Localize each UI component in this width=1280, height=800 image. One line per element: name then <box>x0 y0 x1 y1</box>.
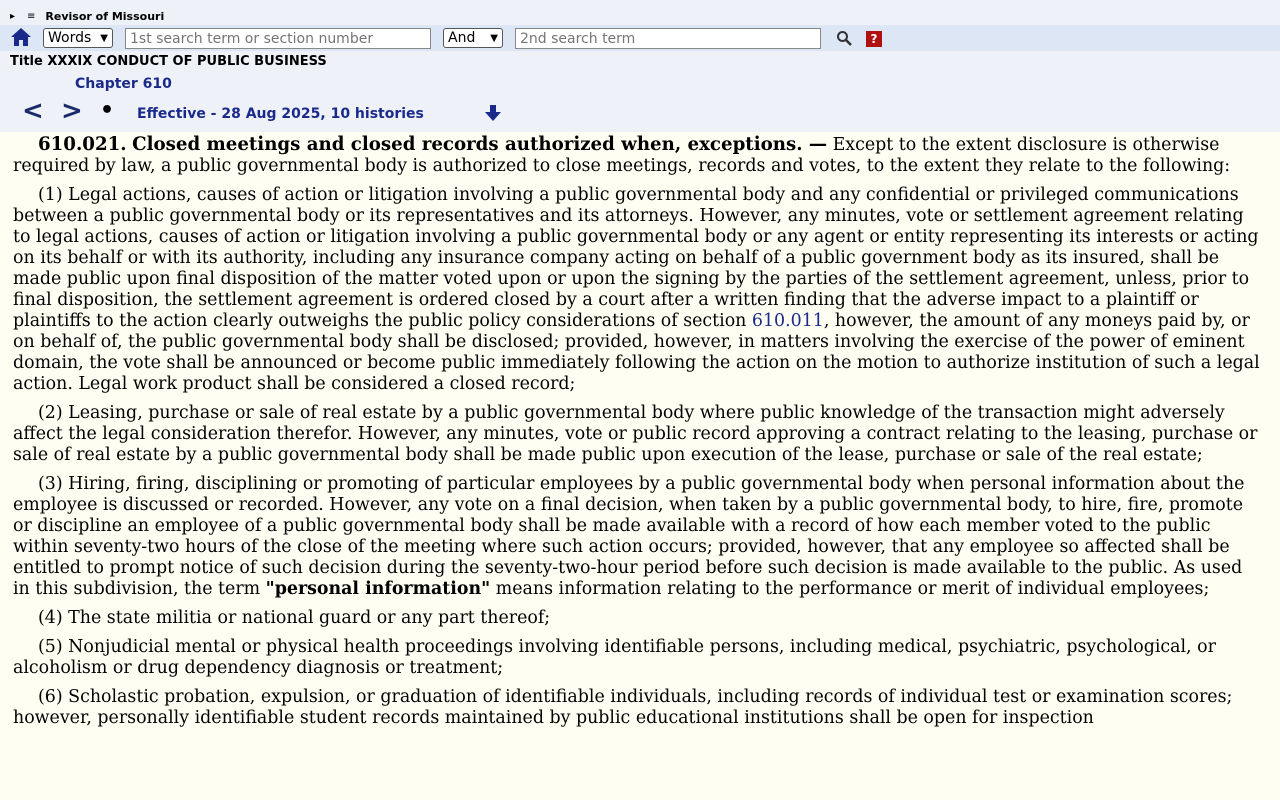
section-nav <box>0 96 600 128</box>
search-term-1-input[interactable] <box>125 28 431 49</box>
search-operator-select[interactable] <box>443 28 503 48</box>
subdivision-1-text-cont: , however, the amount of any moneys paid by, or on behalf of, the public governmental body shall be disclosed; provided, however, in matters involving the exercise of the power of eminent domain, the vote shall be announced or become public immediately following the action on the motion to authorize institution of such a legal action. Legal work product shall be considered a closed record; <box>13 311 1260 394</box>
subdivision-2: (2) Leasing, purchase or sale of real estate by a public governmental body where public knowledge of the transaction might adversely affect the legal consideration therefor. However, any minutes, vote or public record approving a contract relating to the leasing, purchase or sale of real estate by a public governmental body shall be made public upon execution of the lease, purchase or sale of the real estate; <box>13 403 1258 465</box>
subdivision-5: (5) Nonjudicial mental or physical health proceedings involving identifiable persons, including medical, psychiatric, psychological, or alcoholism or drug dependency diagnosis or treatment; <box>13 637 1216 678</box>
section-dot-icon: • <box>100 98 115 123</box>
expand-icon[interactable]: ▸ <box>10 10 16 22</box>
subdivision-1-text: (1) Legal actions, causes of action or litigation involving a public governmental body and any confidential or privileged communications between a public governmental body or its representatives and its attorneys. However, any minutes, vote or settlement agreement relating to legal actions, causes of action or litigation involving a public governmental body or any agent or entity representing its interests or acting on its behalf or with its authority, including any insurance company acting on behalf of a public government body as its insured, shall be made public upon final disposition of the matter voted upon or upon the signing by the parties of the settlement agreement, unless, prior to final disposition, the settlement agreement is ordered closed by a court after a written finding that the adverse impact to a plaintiff or plaintiffs to the action clearly outweighs the public policy considerations of section <box>13 185 1259 331</box>
search-mode-value: Words <box>48 30 92 46</box>
site-bar <box>10 8 164 24</box>
chevron-down-icon: ▼ <box>490 32 498 44</box>
subdivision-1 <box>13 185 1263 395</box>
section-title: Closed meetings and closed records authorized when, exceptions. — <box>132 134 828 155</box>
subdivision-3-text: (3) Hiring, firing, disciplining or promoting of particular employees by a public governmental body when personal information about the employee is discussed or recorded. However, any vote on a final decision, when taken by a public governmental body, to hire, fire, promote or discipline an employee of a public governmental body shall be made available with a record of how each member voted to the public within seventy-two hours of the close of the meeting where such action occurs; provided, however, that any employee so affected shall be entitled to prompt notice of such decision during the seventy-two-hour period before such decision is made available to the public. As used in this subdivision, the term <box>13 474 1245 599</box>
menu-icon[interactable]: ≡ <box>27 10 36 22</box>
subdivision-3-text-cont: means information relating to the performance or merit of individual employees; <box>495 579 1210 599</box>
section-intro <box>13 134 1263 177</box>
subdivision-6: (6) Scholastic probation, expulsion, or graduation of identifiable individuals, including records of individual test or examination scores; however, personally identifiable student records maintained by public educational institutions shall be open for inspection <box>13 687 1233 728</box>
intro-text: Except to the extent disclosure is otherwise required by law, a public governmental body is authorized to close meetings, records and votes, to the extent they relate to the following: <box>13 135 1231 176</box>
search-term-2-input[interactable] <box>515 28 821 49</box>
effective-date-link[interactable]: Effective - 28 Aug 2025, 10 histories <box>137 106 424 122</box>
arrow-down-icon[interactable] <box>484 104 502 122</box>
chevron-down-icon: ▼ <box>100 32 108 44</box>
section-content <box>13 134 1263 737</box>
section-number: 610.021. <box>38 134 127 155</box>
home-icon[interactable] <box>10 27 32 47</box>
page-header <box>0 0 1280 132</box>
site-name[interactable]: Revisor of Missouri <box>45 9 165 23</box>
search-bar <box>0 25 1280 51</box>
section-610-011-link[interactable]: 610.011 <box>751 311 824 331</box>
chapter-heading[interactable]: Chapter 610 <box>75 76 172 92</box>
subdivision-3 <box>13 474 1263 600</box>
title-heading[interactable]: Title XXXIX CONDUCT OF PUBLIC BUSINESS <box>10 54 327 69</box>
prev-section-button[interactable]: < <box>22 96 44 126</box>
subdivision-4: (4) The state militia or national guard or any part thereof; <box>38 608 551 628</box>
next-section-button[interactable]: > <box>61 96 83 126</box>
search-icon[interactable] <box>836 30 852 46</box>
search-operator-value: And <box>448 30 476 46</box>
help-icon[interactable]: ? <box>866 31 882 47</box>
defined-term: "personal information" <box>265 579 491 599</box>
search-mode-select[interactable] <box>43 28 113 48</box>
